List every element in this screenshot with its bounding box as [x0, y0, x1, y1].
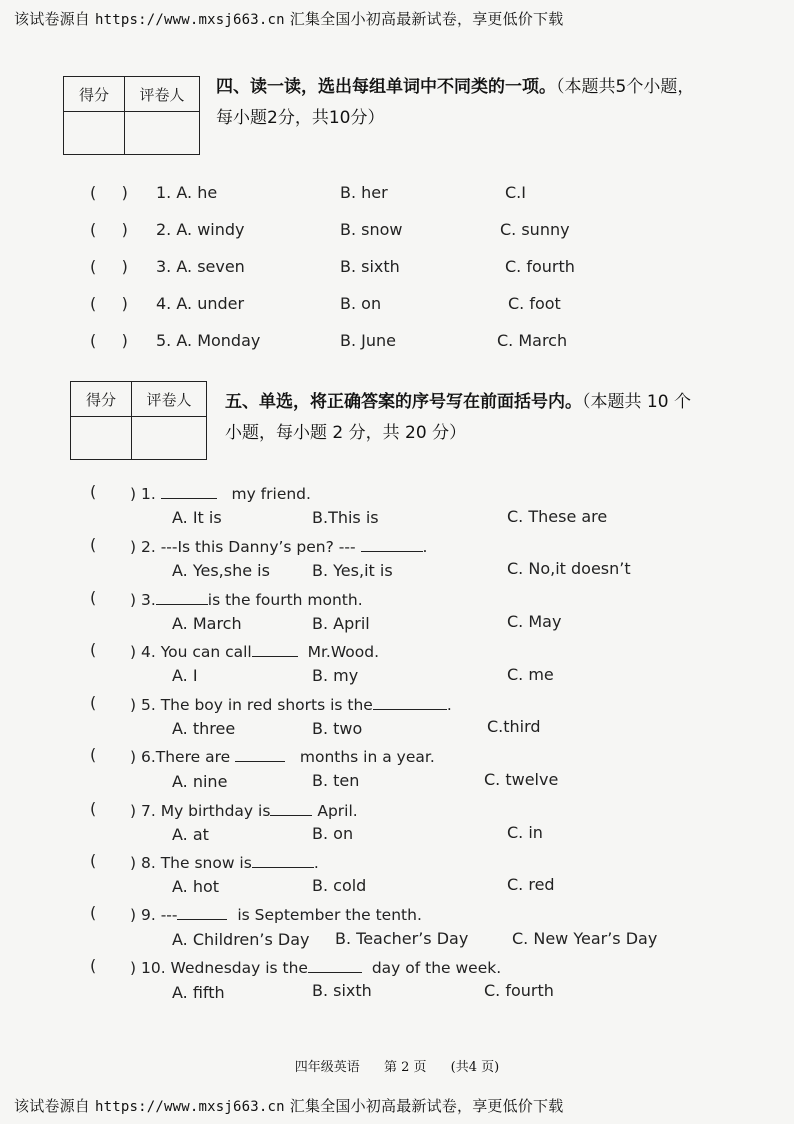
fill-blank[interactable]: [235, 745, 285, 762]
grader-label: 评卷人: [132, 382, 207, 417]
option-b: B. her: [340, 183, 388, 202]
question-text: ) 4. You can call Mr.Wood.: [130, 640, 379, 661]
score-label: 得分: [71, 382, 132, 417]
answer-bracket[interactable]: (: [90, 851, 97, 870]
question-option-a: 2. A. windy: [156, 220, 245, 239]
answer-bracket[interactable]: ( ): [90, 331, 128, 350]
fill-blank[interactable]: [308, 956, 362, 973]
score-box-section4: [63, 76, 200, 155]
option-b: B. April: [312, 614, 370, 633]
question-option-a: 1. A. he: [156, 183, 218, 202]
option-c: C. foot: [508, 294, 561, 313]
fill-blank[interactable]: [161, 482, 217, 499]
question-text: ) 9. --- is September the tenth.: [130, 903, 422, 924]
score-cell[interactable]: [64, 112, 125, 155]
option-b: B. sixth: [340, 257, 400, 276]
banner-prefix: 该试卷源自: [14, 1097, 91, 1115]
option-c: C. New Year’s Day: [512, 929, 658, 948]
option-b: B. on: [312, 824, 354, 843]
score-label: 得分: [64, 77, 125, 112]
option-c: C. fourth: [484, 981, 554, 1000]
section4-note-2: 每小题2分，共10分）: [216, 108, 385, 128]
footer-page: 第 2 页: [383, 1060, 427, 1075]
option-c: C. March: [497, 331, 568, 350]
question-text: ) 5. The boy in red shorts is the .: [130, 693, 452, 714]
option-c: C. red: [507, 875, 555, 894]
answer-bracket[interactable]: ( ): [90, 220, 128, 239]
option-b: B. Teacher’s Day: [335, 929, 469, 948]
option-a: A. fifth: [172, 983, 225, 1002]
option-c: C.I: [505, 183, 526, 202]
section4-title: [216, 72, 736, 134]
option-c: C. me: [507, 665, 554, 684]
question-text: ) 1. my friend.: [130, 482, 311, 503]
source-banner-top: [14, 8, 563, 29]
banner-prefix: 该试卷源自: [14, 10, 91, 28]
option-c: C.third: [487, 717, 541, 736]
page-footer: [0, 1056, 794, 1075]
list-item: [0, 257, 794, 283]
score-cell[interactable]: [71, 417, 132, 460]
list-item: [0, 220, 794, 246]
answer-bracket[interactable]: (: [90, 745, 97, 764]
answer-bracket[interactable]: (: [90, 799, 97, 818]
answer-bracket[interactable]: (: [90, 482, 97, 501]
option-c: C. twelve: [484, 770, 559, 789]
fill-blank[interactable]: [156, 588, 208, 605]
fill-blank[interactable]: [373, 693, 447, 710]
answer-bracket[interactable]: ( ): [90, 294, 128, 313]
option-b: B. June: [340, 331, 396, 350]
question-text: ) 8. The snow is .: [130, 851, 319, 872]
option-b: B.This is: [312, 508, 379, 527]
answer-bracket[interactable]: (: [90, 535, 97, 554]
option-a: A. nine: [172, 772, 228, 791]
question-text: ) 2. ---Is this Danny’s pen? --- .: [130, 535, 427, 556]
question-option-a: 3. A. seven: [156, 257, 245, 276]
option-c: C. fourth: [505, 257, 575, 276]
fill-blank[interactable]: [252, 851, 314, 868]
question-text: ) 6.There are months in a year.: [130, 745, 435, 766]
banner-url[interactable]: https://www.mxsj663.cn: [94, 12, 285, 28]
question-text: ) 3. is the fourth month.: [130, 588, 363, 609]
section5-note-2: 小题，每小题 2 分，共 20 分）: [225, 423, 467, 443]
option-a: A. hot: [172, 877, 220, 896]
option-c: C. in: [507, 823, 543, 842]
option-c: C. No,it doesn’t: [507, 559, 631, 578]
option-a: A. March: [172, 614, 242, 633]
option-a: A. I: [172, 666, 198, 685]
answer-bracket[interactable]: (: [90, 903, 97, 922]
section5-heading: 五、单选，将正确答案的序号写在前面括号内。: [225, 392, 582, 412]
fill-blank[interactable]: [177, 903, 227, 920]
answer-bracket[interactable]: ( ): [90, 183, 128, 202]
option-b: B. ten: [312, 771, 360, 790]
answer-bracket[interactable]: ( ): [90, 257, 128, 276]
question-option-a: 4. A. under: [156, 294, 245, 313]
answer-bracket[interactable]: (: [90, 588, 97, 607]
question-text: ) 10. Wednesday is the day of the week.: [130, 956, 501, 977]
answer-bracket[interactable]: (: [90, 956, 97, 975]
option-a: A. three: [172, 719, 236, 738]
list-item: [0, 331, 794, 357]
option-b: B. cold: [312, 876, 367, 895]
score-box-section5: [70, 381, 207, 460]
option-b: B. Yes,it is: [312, 561, 393, 580]
list-item: [0, 183, 794, 209]
option-a: A. It is: [172, 508, 222, 527]
fill-blank[interactable]: [252, 640, 298, 657]
answer-bracket[interactable]: (: [90, 693, 97, 712]
fill-blank[interactable]: [361, 535, 423, 552]
section5-note-1: （本题共 10 个: [582, 392, 691, 412]
grader-cell[interactable]: [132, 417, 207, 460]
option-a: A. Yes,she is: [172, 561, 270, 580]
list-item: [0, 294, 794, 320]
option-b: B. snow: [340, 220, 403, 239]
option-c: C. These are: [507, 507, 608, 526]
option-c: C. sunny: [500, 220, 570, 239]
option-c: C. May: [507, 612, 562, 631]
option-a: A. Children’s Day: [172, 930, 310, 949]
section4-note-1: （本题共5个小题，: [556, 77, 695, 97]
question-text: ) 7. My birthday is April.: [130, 799, 358, 820]
option-b: B. my: [312, 666, 359, 685]
banner-suffix: 汇集全国小初高最新试卷，享更低价下载: [289, 1097, 564, 1115]
fill-blank[interactable]: [270, 799, 312, 816]
question-option-a: 5. A. Monday: [156, 331, 261, 350]
section5-title: [225, 387, 730, 449]
section4-heading: 四、读一读，选出每组单词中不同类的一项。: [216, 77, 556, 97]
option-b: B. two: [312, 719, 363, 738]
option-b: B. on: [340, 294, 382, 313]
source-banner-bottom: [14, 1095, 563, 1116]
option-b: B. sixth: [312, 981, 372, 1000]
footer-total: (共4 页): [450, 1060, 500, 1075]
answer-bracket[interactable]: (: [90, 640, 97, 659]
option-a: A. at: [172, 825, 209, 844]
banner-url[interactable]: https://www.mxsj663.cn: [94, 1099, 285, 1115]
grader-cell[interactable]: [125, 112, 200, 155]
grader-label: 评卷人: [125, 77, 200, 112]
footer-subject: 四年级英语: [294, 1060, 360, 1075]
banner-suffix: 汇集全国小初高最新试卷，享更低价下载: [289, 10, 564, 28]
